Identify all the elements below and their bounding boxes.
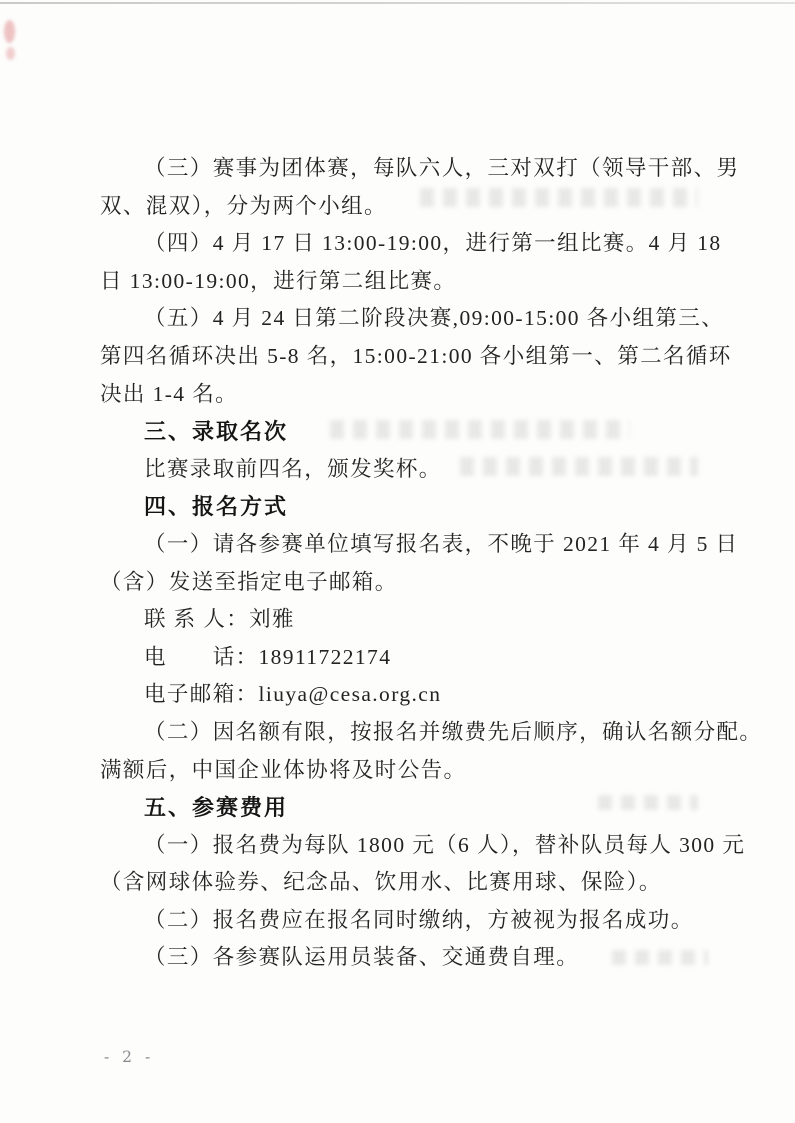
text-line: （含网球体验券、纪念品、饮用水、比赛用球、保险）。 bbox=[100, 870, 662, 895]
text-line: （二）因名额有限，按报名并缴费先后顺序，确认名额分配。 bbox=[144, 719, 763, 744]
contact-phone-line: 电 话：18911722174 bbox=[144, 644, 392, 669]
red-ink-mark bbox=[4, 20, 15, 43]
page-number: - 2 - bbox=[104, 1048, 155, 1066]
section-heading-registration: 四、报名方式 bbox=[144, 494, 289, 520]
text-line: （三）各参赛队运用员装备、交通费自理。 bbox=[144, 945, 580, 970]
text-line: （四）4 月 17 日 13:00-19:00，进行第一组比赛。4 月 18 bbox=[144, 231, 722, 256]
text-line: （三）赛事为团体赛，每队六人，三对双打（领导干部、男 bbox=[144, 156, 740, 180]
text-line: 双、混双），分为两个小组。 bbox=[100, 193, 387, 218]
section-heading-fees: 五、参赛费用 bbox=[144, 795, 289, 821]
contact-email-line: 电子邮箱：liuya@cesa.org.cn bbox=[144, 682, 442, 707]
text-line: 日 13:00-19:00，进行第二组比赛。 bbox=[100, 268, 457, 293]
text-line: （二）报名费应在报名同时缴纳，方被视为报名成功。 bbox=[144, 907, 694, 932]
text-line: 满额后，中国企业体协将及时公告。 bbox=[100, 757, 467, 782]
text-line: 比赛录取前四名，颁发奖杯。 bbox=[144, 456, 442, 481]
text-line: （一）报名费为每队 1800 元（6 人），替补队员每人 300 元 bbox=[144, 832, 746, 857]
text-line: （一）请各参赛单位填写报名表，不晚于 2021 年 4 月 5 日 bbox=[144, 531, 739, 556]
text-line: 第四名循环决出 5-8 名，15:00-21:00 各小组第一、第二名循环 bbox=[100, 343, 732, 368]
document-body bbox=[100, 150, 763, 977]
section-heading-ranking: 三、录取名次 bbox=[144, 419, 289, 445]
text-line: （含）发送至指定电子邮箱。 bbox=[100, 569, 398, 594]
scan-edge-line bbox=[0, 2, 795, 4]
text-line: （五）4 月 24 日第二阶段决赛,09:00-15:00 各小组第三、 bbox=[144, 306, 725, 331]
text-line: 决出 1-4 名。 bbox=[100, 381, 239, 406]
red-ink-mark bbox=[6, 47, 15, 60]
contact-name-line: 联 系 人：刘雅 bbox=[144, 607, 295, 632]
